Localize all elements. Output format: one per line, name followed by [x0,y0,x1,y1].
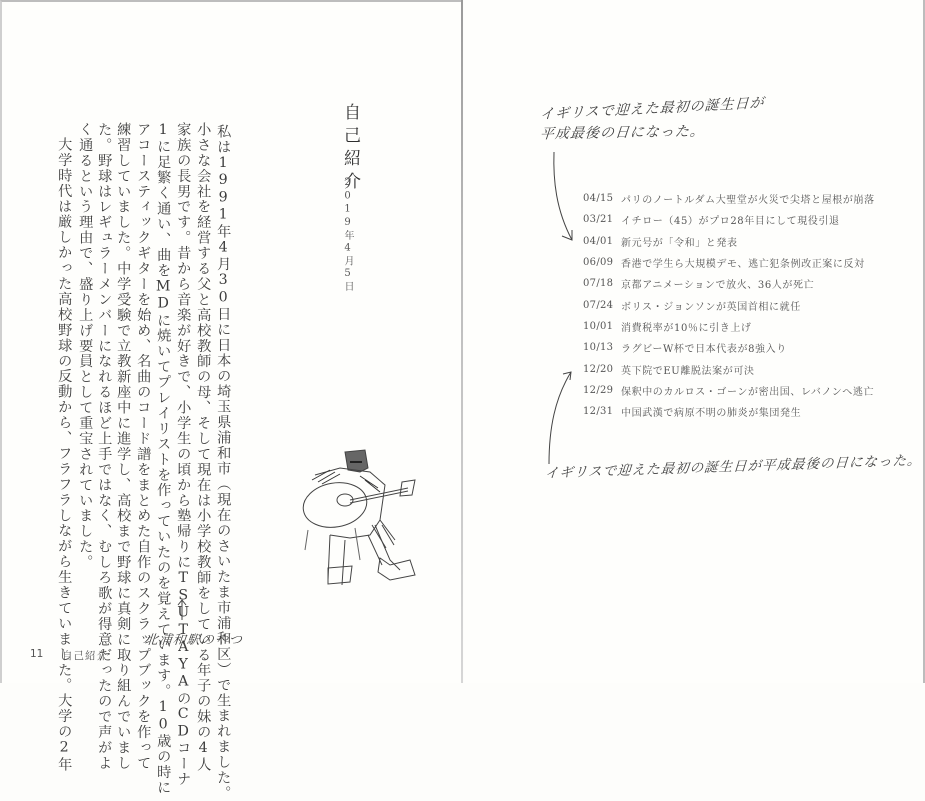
arrow-up-icon [176,598,188,622]
body-column-8: く通るという理由で、盛り上げ要員として重宝されていました。 [77,122,94,571]
timeline-event: ラグビーW杯で日本代表が8強入り [621,344,787,356]
timeline-date: 12/20 [583,363,614,375]
curved-arrow-down-icon [548,150,578,250]
timeline-date: 12/29 [583,384,614,396]
timeline-list [583,188,875,422]
body-column-7: た。野球はレギュラーメンバーになれるほど上手ではなく、むしろ歌が得意だったので声がよ [96,122,113,771]
page-number: 11 [30,648,44,660]
body-column-1: 私は1991年4月30日に日本の埼玉県浦和市（現在のさいたま市浦和区）で生まれました。 [215,124,232,801]
running-head: 自己紹介 [62,650,108,662]
timeline-event: 新元号が「令和」と発表 [621,237,738,249]
body-column-5: アコースティックギターを始め、名曲のコード譜をまとめた自作のスクラップブックを作って [135,122,152,771]
timeline-date: 12/31 [583,406,614,418]
timeline-item [583,294,875,315]
timeline-date: 07/18 [583,278,614,290]
handwritten-note-top-line-1: イギリスで迎えた最初の誕生日が [539,95,765,123]
timeline-item [583,316,875,337]
handwritten-note-top-line-2: 平成最後の日になった。 [539,123,706,143]
timeline-event: 保釈中のカルロス・ゴーンが密出国、レバノンへ逃亡 [621,386,875,398]
body-column-2: 小さな会社を経営する父と高校教師の母、そして現在は小学校教師をしている年子の妹の4人 [195,122,212,773]
timeline-item [583,380,875,401]
timeline-item [583,209,875,230]
curved-arrow-up-icon [545,368,575,468]
timeline-item [583,401,875,422]
essay-date: 2019年4月5日 [342,177,353,294]
guitar-player-sketch-icon [290,440,430,590]
body-column-4: 1に足繁く通い、曲をMDに焼いてプレイリストを作っていたのを覚えています。10歳の時に [155,122,172,796]
body-column-3: 家族の長男です。昔から音楽が好きで、小学生の頃から塾帰りにTSUTAYAのCDコーナ [175,122,192,788]
page-title: 自己紹介 [340,103,360,195]
timeline-event: ボリス・ジョンソンが英国首相に就任 [621,301,801,313]
timeline-event: 香港で学生ら大規模デモ、逃亡犯条例改正案に反対 [621,259,865,271]
timeline-event: 英下院でEU離脱法案が可決 [621,365,755,377]
timeline-event: パリのノートルダム大聖堂が火災で尖塔と屋根が崩落 [621,195,875,207]
timeline-date: 04/01 [583,235,614,247]
timeline-date: 07/24 [583,299,614,311]
timeline-item [583,188,875,209]
timeline-date: 10/01 [583,320,614,332]
handwritten-note-station: 北浦和駅のやつ [144,633,244,648]
timeline-date: 04/15 [583,193,614,205]
timeline-event: 中国武漢で病原不明の肺炎が集団発生 [621,408,802,420]
timeline-event: 京都アニメーションで放火、36人が死亡 [621,280,815,292]
timeline-date: 10/13 [583,342,614,354]
handwritten-note-bottom: イギリスで迎えた最初の誕生日が平成最後の日になった。 [544,452,923,482]
timeline-item [583,231,875,252]
timeline-event: 消費税率が10％に引き上げ [621,322,752,334]
timeline-item [583,337,875,358]
timeline-item [583,252,875,273]
timeline-item [583,273,875,294]
timeline-date: 06/09 [583,257,614,269]
timeline-event: イチロー（45）がプロ28年目にして現役引退 [621,216,840,228]
timeline-date: 03/21 [583,214,614,226]
body-column-9: 大学時代は厳しかった高校野球の反動から、フラフラしながら生きていました。大学の2年 [56,137,73,773]
body-column-6: 練習していました。中学受験で立教新座中に進学し、高校まで野球に真剣に取り組んでいまし [115,122,132,771]
timeline-item [583,358,875,379]
book-gutter [461,0,463,683]
